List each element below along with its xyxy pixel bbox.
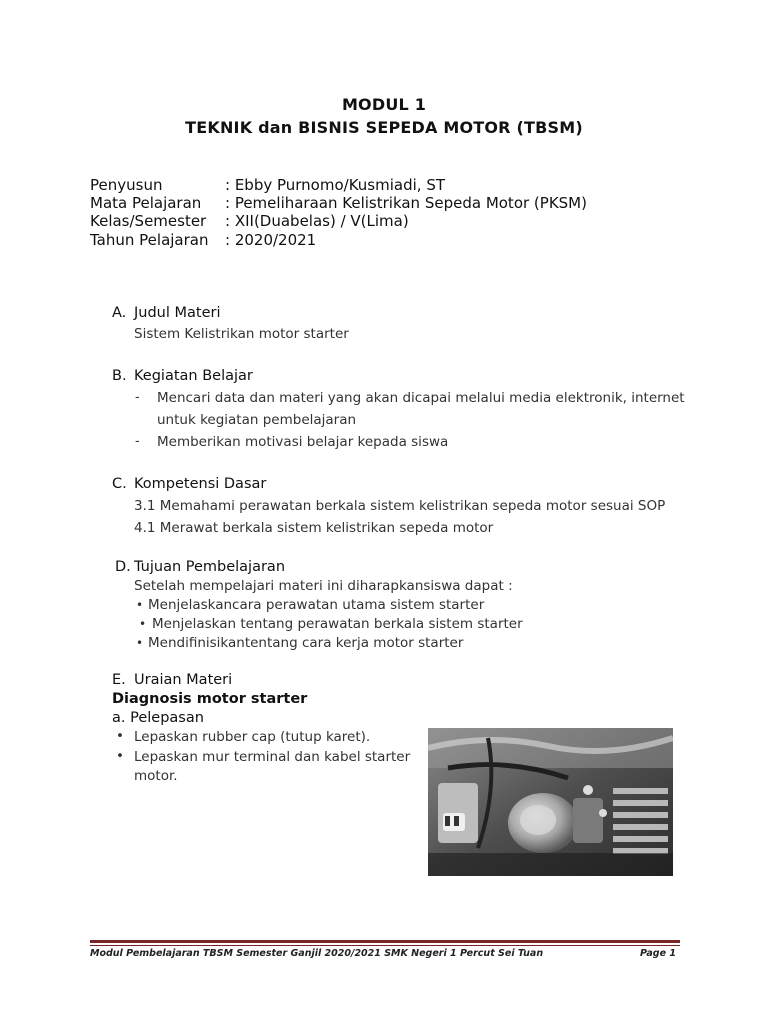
meta-label-tahun-pelajaran: Tahun Pelajaran	[90, 231, 209, 249]
section-d-title: Tujuan Pembelajaran	[134, 559, 286, 575]
section-c-title: Kompetensi Dasar	[134, 476, 267, 492]
section-a-title: Judul Materi	[134, 305, 221, 321]
meta-value-penyusun: : Ebby Purnomo/Kusmiadi, ST	[225, 176, 445, 194]
dash-marker: -	[135, 390, 140, 405]
section-b-item-continuation: untuk kegiatan pembelajaran	[157, 412, 357, 428]
section-a-letter: A.	[112, 305, 127, 321]
bullet-marker: •	[136, 598, 144, 612]
page-number: Page 1	[640, 948, 676, 959]
section-e-bullet: Lepaskan rubber cap (tutup karet).	[134, 729, 371, 745]
section-b-item: Mencari data dan materi yang akan dicapai melalui media elektronik, internet	[157, 390, 685, 406]
footer-text: Modul Pembelajaran TBSM Semester Ganjil 2020/2021 SMK Negeri 1 Percut Sei Tuan	[90, 948, 544, 959]
section-e-subtitle: Diagnosis motor starter	[112, 691, 308, 707]
section-b-title: Kegiatan Belajar	[134, 368, 253, 384]
bullet-marker: •	[136, 636, 144, 650]
section-c-item: 4.1 Merawat berkala sistem kelistrikan sepeda motor	[134, 520, 494, 536]
meta-value-kelas-semester: : XII(Duabelas) / V(Lima)	[225, 212, 409, 230]
meta-label-mata-pelajaran: Mata Pelajaran	[90, 194, 202, 212]
section-c-letter: C.	[112, 476, 127, 492]
section-b-letter: B.	[112, 368, 127, 384]
bullet-marker: •	[116, 748, 124, 764]
section-e-title: Uraian Materi	[134, 672, 233, 688]
section-e-sub-a: a. Pelepasan	[112, 710, 204, 726]
document-title: TEKNIK dan BISNIS SEPEDA MOTOR (TBSM)	[185, 118, 583, 137]
dash-marker: -	[135, 434, 140, 449]
starter-motor-photo	[428, 728, 673, 876]
section-b-item: Memberikan motivasi belajar kepada siswa	[157, 434, 449, 450]
meta-label-kelas-semester: Kelas/Semester	[90, 212, 207, 230]
bullet-marker: •	[116, 728, 124, 744]
section-d-item: Menjelaskan tentang perawatan berkala sistem starter	[152, 616, 523, 632]
footer-rule	[90, 940, 680, 943]
meta-label-penyusun: Penyusun	[90, 176, 163, 194]
section-d-item: Mendifinisikantentang cara kerja motor starter	[148, 635, 464, 651]
section-d-letter: D.	[115, 559, 131, 575]
footer-rule-thin	[90, 945, 680, 946]
section-d-intro: Setelah mempelajari materi ini diharapkansiswa dapat :	[134, 578, 513, 594]
bullet-marker: •	[139, 617, 147, 631]
section-e-letter: E.	[112, 672, 126, 688]
section-e-bullet: Lepaskan mur terminal dan kabel starter	[134, 749, 411, 765]
meta-value-mata-pelajaran: : Pemeliharaan Kelistrikan Sepeda Motor (PKSM)	[225, 194, 587, 212]
section-c-item: 3.1 Memahami perawatan berkala sistem kelistrikan sepeda motor sesuai SOP	[134, 498, 666, 514]
module-heading: MODUL 1	[341, 95, 427, 114]
meta-value-tahun-pelajaran: : 2020/2021	[225, 231, 317, 249]
section-e-bullet-continuation: motor.	[134, 768, 178, 784]
section-d-item: Menjelaskancara perawatan utama sistem starter	[148, 597, 485, 613]
section-a-text: Sistem Kelistrikan motor starter	[134, 326, 349, 342]
